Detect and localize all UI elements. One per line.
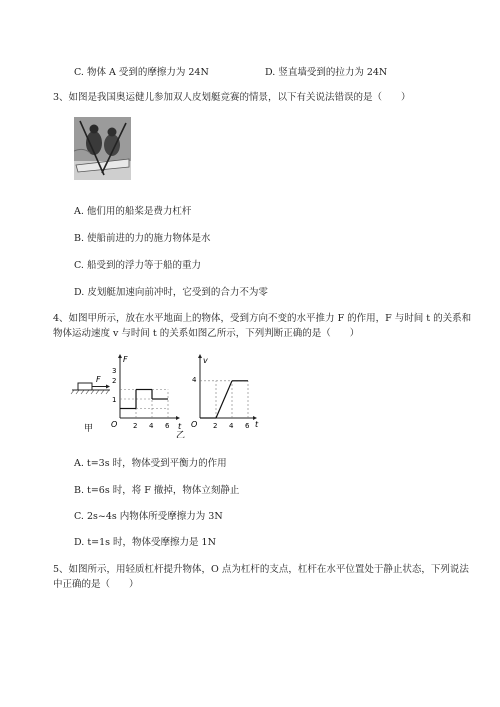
q4-option-c: C. 2s~4s 内物体所受摩擦力为 3N [74,511,223,522]
q4-option-b: B. t=6s 时，将 F 撤掉，物体立刻静止 [74,485,240,496]
q4-option-d: D. t=1s 时，物体受摩擦力是 1N [74,537,216,548]
q3-stem: 3、如图是我国奥运健儿参加双人皮划艇竞赛的情景，以下有关说法错误的是（ ） [53,92,411,103]
chart1-ytick-2: 2 [112,377,117,385]
chart-v-t [191,354,259,430]
chart2-xtick-6: 6 [245,422,250,430]
q5-stem: 5、如图所示，用轻质杠杆提升物体，O 点为杠杆的支点，杠杆在水平位置处于静止状态，下列说法中正确的是（ ） [53,564,469,590]
chart2-origin: O [191,420,198,429]
q3-option-b: B. 使船前进的力的施力物体是水 [74,233,211,244]
chart2-xlabel: t [255,420,259,429]
q3-option-c: C. 船受到的浮力等于船的重力 [74,260,201,271]
label-jia: 甲 [84,424,94,434]
figure-jia [71,375,110,434]
chart1-xlabel: t [178,422,182,431]
chart-f-t [111,354,185,438]
q4-figure [70,352,270,438]
chart1-origin: O [111,420,118,429]
chart1-ytick-1: 1 [112,396,117,404]
kayak-photo [74,117,131,180]
block [78,383,92,390]
q2-option-c: C. 物体 A 受到的摩擦力为 24N [74,67,209,78]
q3-option-d: D. 皮划艇加速向前冲时，它受到的合力不为零 [74,287,268,298]
chart1-xtick-6: 6 [165,422,170,430]
chart1-ytick-3: 3 [112,367,117,375]
chart2-xtick-2: 2 [213,422,218,430]
chart2-ytick-4: 4 [192,376,197,384]
force-label: F [96,375,101,384]
q2-option-d: D. 竖直墙受到的拉力为 24N [265,67,388,78]
chart1-xtick-2: 2 [133,422,138,430]
chart1-xtick-4: 4 [149,422,154,430]
q4-option-a: A. t=3s 时，物体受到平衡力的作用 [74,458,227,469]
chart1-ylabel: F [123,355,128,364]
label-yi: 乙 [176,431,186,438]
q3-option-a: A. 他们用的船桨是费力杠杆 [74,206,192,217]
chart2-ylabel: v [203,356,208,365]
q4-stem: 4、如图甲所示，放在水平地面上的物体，受到方向不变的水平推力 F 的作用，F 与时间 t 的关系和物体运动速度 v 与时间 t 的关系如图乙所示，下列判断正确的是（ ） [53,313,472,339]
kayak-illustration [74,117,131,180]
chart2-xtick-4: 4 [229,422,234,430]
chart2-segment-1 [216,381,232,418]
